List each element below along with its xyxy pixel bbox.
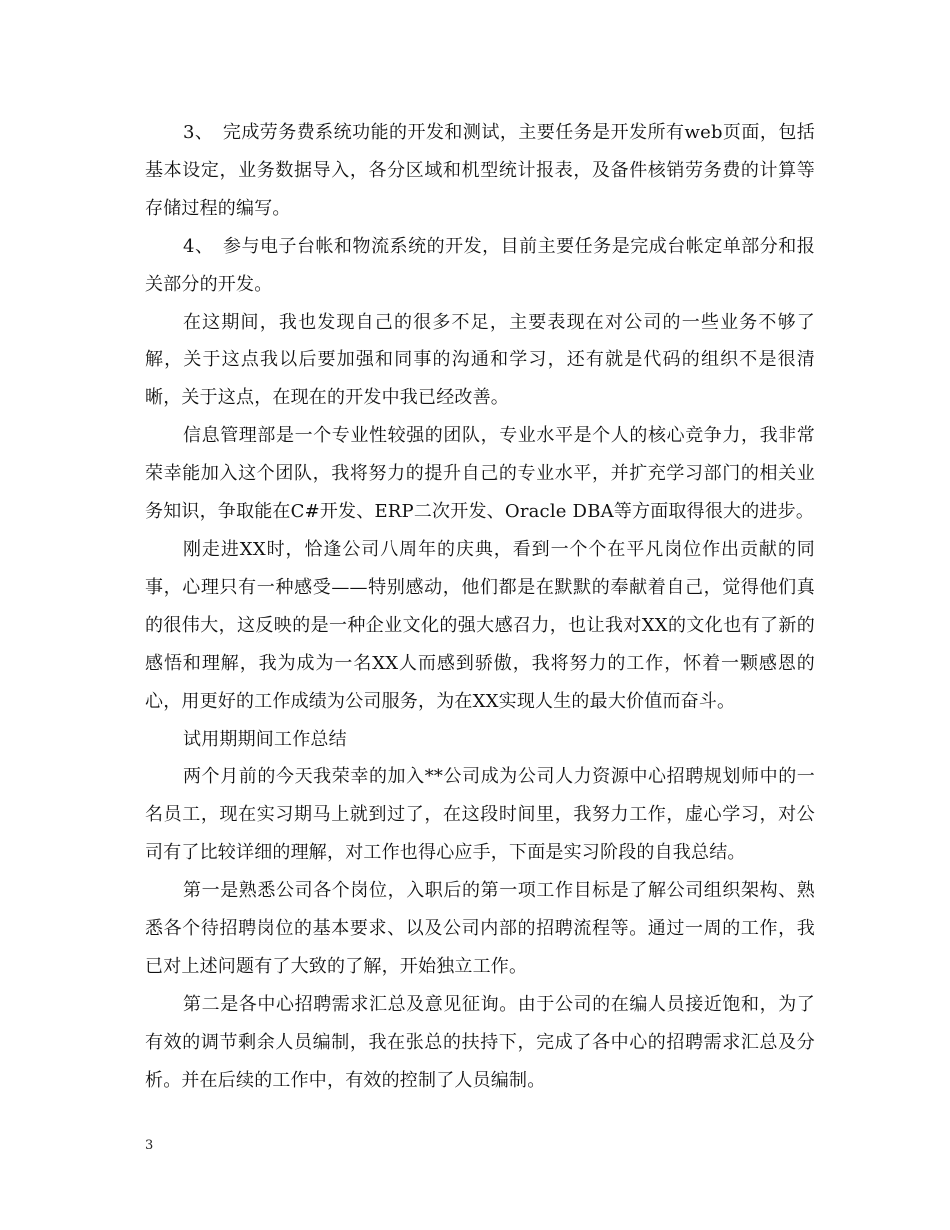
paragraph-team: 信息管理部是一个专业性较强的团队，专业水平是个人的核心竞争力，我非常荣幸能加入这个团队，我将努力的提升自己的专业水平，并扩充学习部门的相关业务知识，争取能在C#开发、ERP二次开发、Oracle DBA等方面取得很大的进步。 <box>145 425 815 523</box>
paragraph-item-4: 4、 参与电子台帐和物流系统的开发，目前主要任务是完成台帐定单部分和报关部分的开发。 <box>145 235 815 295</box>
page-number: 3 <box>145 1138 154 1153</box>
paragraph-second-task: 第二是各中心招聘需求汇总及意见征询。由于公司的在编人员接近饱和，为了有效的调节剩余人员编制，我在张总的扶持下，完成了各中心的招聘需求汇总及分析。并在后续的工作中，有效的控制了人员编制。 <box>145 993 815 1091</box>
paragraph-shortcomings: 在这期间，我也发现自己的很多不足，主要表现在对公司的一些业务不够了解，关于这点我以后要加强和同事的沟通和学习，还有就是代码的组织不是很清晰，关于这点，在现在的开发中我已经改善。 <box>145 311 815 409</box>
section-heading: 试用期期间工作总结 <box>183 728 347 750</box>
document-body <box>145 114 815 1100</box>
paragraph-intro: 两个月前的今天我荣幸的加入**公司成为公司人力资源中心招聘规划师中的一名员工，现在实习期马上就到过了，在这段时间里，我努力工作，虚心学习，对公司有了比较详细的理解，对工作也得心应手，下面是实习阶段的自我总结。 <box>145 766 815 864</box>
paragraph-anniversary: 刚走进XX时，恰逢公司八周年的庆典，看到一个个在平凡岗位作出贡献的同事，心理只有一种感受——特别感动，他们都是在默默的奉献着自己，觉得他们真的很伟大，这反映的是一种企业文化的强大感召力，也让我对XX的文化也有了新的感悟和理解，我为成为一名XX人而感到骄傲，我将努力的工作，怀着一颗感恩的心，用更好的工作成绩为公司服务，为在XX实现人生的最大价值而奋斗。 <box>145 538 815 712</box>
paragraph-item-3: 3、 完成劳务费系统功能的开发和测试，主要任务是开发所有web页面，包括基本设定，业务数据导入，各分区域和机型统计报表，及备件核销劳务费的计算等存储过程的编写。 <box>145 122 815 219</box>
paragraph-first-task: 第一是熟悉公司各个岗位，入职后的第一项工作目标是了解公司组织架构、熟悉各个待招聘岗位的基本要求、以及公司内部的招聘流程等。通过一周的工作，我已对上述问题有了大致的了解，开始独立工作。 <box>145 880 815 977</box>
